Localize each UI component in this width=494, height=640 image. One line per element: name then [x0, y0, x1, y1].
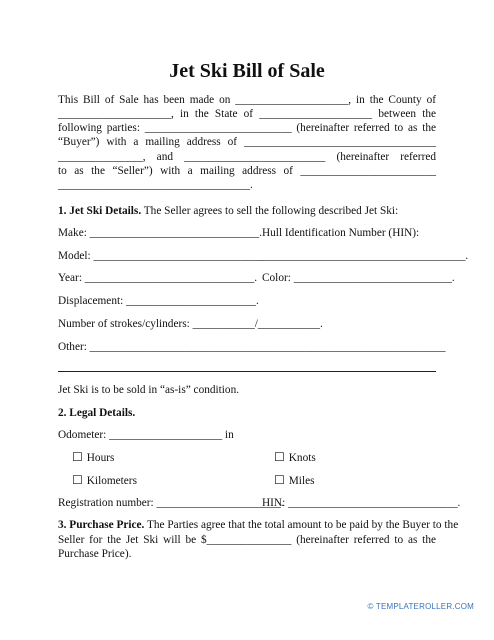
make-field: Make: ______________________________.	[58, 227, 262, 239]
other-field: Other: _______________________________________________________________	[58, 341, 446, 353]
hin-field: ____________________________________.	[262, 250, 469, 262]
odometer-field: Odometer: ____________________ in	[58, 429, 234, 441]
displacement-field: Displacement: _______________________.	[58, 295, 259, 307]
intro-line-6: to as the “Seller”) with a mailing address of ________________________	[58, 165, 436, 177]
hin-label: Hull Identification Number (HIN):	[262, 227, 420, 239]
intro-line-7: __________________________________.	[58, 179, 253, 191]
option-kilometers	[72, 473, 137, 488]
registration-field: Registration number: ______________________.	[58, 497, 284, 509]
condition-text: Jet Ski is to be sold in “as-is” condition.	[58, 384, 240, 396]
knots-checkbox-icon: ☐	[274, 450, 285, 464]
intro-line-5: _______________, and _________________________ (hereinafter referred	[58, 151, 436, 163]
miles-label: Miles	[288, 475, 315, 487]
kilometers-label: Kilometers	[86, 475, 137, 487]
section-2-heading: 2. Legal Details.	[58, 407, 136, 419]
hin-field-2: HIN: ______________________________.	[262, 497, 461, 509]
kilometers-checkbox-icon: ☐	[72, 473, 83, 487]
strokes-field: Number of strokes/cylinders: ___________/___________.	[58, 318, 323, 330]
knots-label: Knots	[288, 452, 316, 464]
purchase-line-1: 3. Purchase Price. The Parties agree that the total amount to be paid by the Buyer to the	[58, 519, 459, 531]
color-field: Color: ____________________________.	[262, 272, 455, 284]
intro-line-2: ____________________, in the State of ____________________ between the	[58, 108, 436, 120]
hours-checkbox-icon: ☐	[72, 450, 83, 464]
purchase-line-3: Purchase Price).	[58, 548, 132, 560]
hours-label: Hours	[86, 452, 115, 464]
section-1-text: The Seller agrees to sell the following described Jet Ski:	[141, 205, 399, 217]
option-knots	[274, 450, 316, 465]
option-hours	[72, 450, 114, 465]
section-1-intro	[58, 204, 398, 218]
miles-checkbox-icon: ☐	[274, 473, 285, 487]
model-field: Model: ______________________________	[58, 250, 263, 262]
intro-line-4: “Buyer”) with a mailing address of __________________________________	[58, 136, 436, 148]
footer-watermark: © TEMPLATEROLLER.COM	[367, 602, 474, 611]
section-1-heading: 1. Jet Ski Details.	[58, 205, 142, 217]
option-miles	[274, 473, 315, 488]
intro-line-1: This Bill of Sale has been made on ____________________, in the County of	[58, 94, 436, 106]
document-title: Jet Ski Bill of Sale	[169, 60, 325, 82]
year-field: Year: ______________________________.	[58, 272, 258, 284]
intro-line-3: following parties: __________________________ (hereinafter referred to as the	[58, 122, 436, 134]
other-continuation-line	[58, 371, 436, 372]
section-3-heading: 3. Purchase Price.	[58, 519, 145, 531]
purchase-line-2: Seller for the Jet Ski will be $_______________ (hereinafter referred to as the	[58, 534, 436, 546]
